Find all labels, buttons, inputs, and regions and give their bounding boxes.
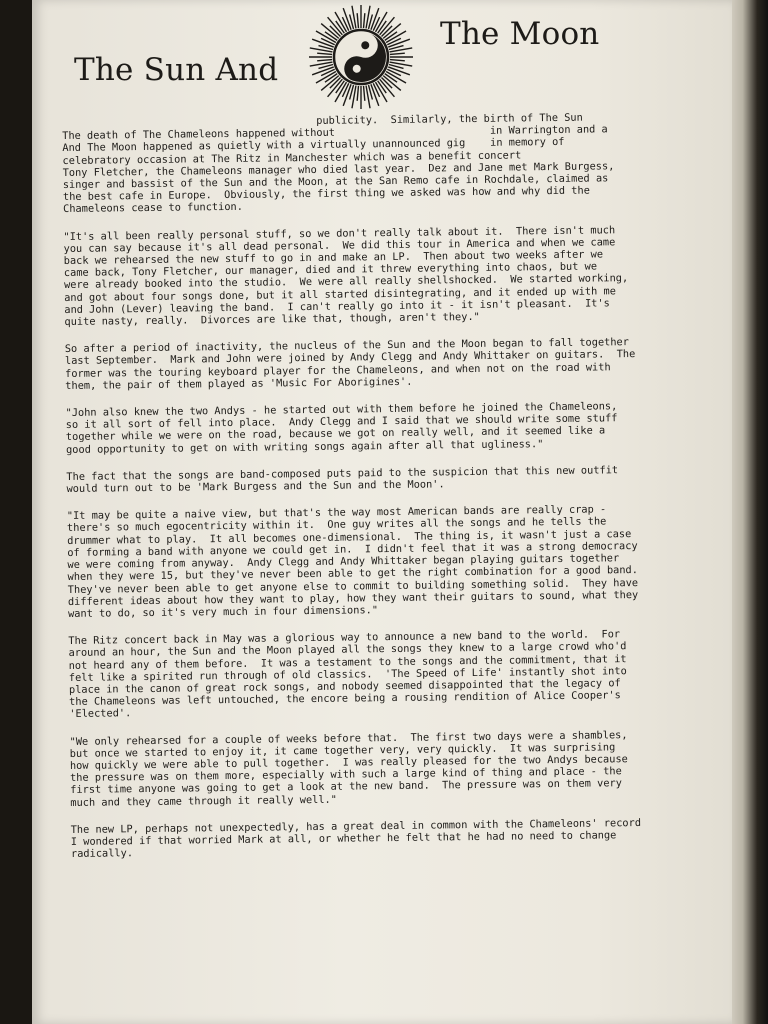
title-right: The Moon xyxy=(440,16,600,52)
paragraph-5: The fact that the songs are band-composed puts paid to the suspicion that this new outfit would turn out to be 'Mark Burgess and the Sun and the Moon'. xyxy=(66,464,619,496)
yin-yang-sunburst-icon xyxy=(306,2,416,112)
paragraph-7: The Ritz concert back in May was a glorious way to announce a new band to the world. For around an hour, the Sun and the Moon played all the songs they knew to a large crowd who'd not heard any of them before. It was a testament to the songs and the commitment, that it felt like a spirited run through of old classics. 'The Speed of Life' instantly shot into place in the canon of great rock songs, and nobody seemed disappointed that the legacy of the Chameleons was left untouched, the encore being a rousing rendition of Alice Cooper's 'Elected'. xyxy=(68,628,627,721)
paragraph-9: The new LP, perhaps not unexpectedly, has a great deal in common with the Chameleons' record I wondered if that worried Mark at all, or whether he felt that he had no need to change radically. xyxy=(70,816,642,861)
page-binding-edge xyxy=(732,0,768,1024)
title-left: The Sun And xyxy=(74,52,279,88)
paragraph-6: "It may be quite a naive view, but that's the way most American bands are really crap - there's so much egocentricity within it. One guy writes all the songs and he tells the drummer what to play. It all becomes one-dimensional. The thing is, it wasn't just a case of forming a band with anyone we could get in. I didn't feel that it was a strong democracy we were coming from anyway. Andy Clegg and Andy Whittaker began playing guitars together when they were 15, but they've never been able to get the right combination for a good band. They've never been able to get anyone else to commit to building something solid. They have different ideas about how they want to play, how they want their guitars to sound, what they want to do, so it's very much in four dimensions." xyxy=(66,503,639,620)
paragraph-3: So after a period of inactivity, the nucleus of the Sun and the Moon began to fall together last September. Mark and John were joined by Andy Clegg and Andy Whittaker on guitars. The former was the touring keyboard player for the Chameleons, and when not on the road with them, the pair of them played as 'Music For Aborigines'. xyxy=(64,336,636,392)
paragraph-8: "We only rehearsed for a couple of weeks before that. The first two days were a shambles, but once we started to enjoy it, it came together very, very quickly. It was surprising how quickly we were able to pull together. I was really pleased for the two Andys because the pressure was on them more, especially with such a large kind of thing and place - the first time anyone was going to get a look at the new band. The pressure was on them very much and they came through it really well." xyxy=(69,728,628,809)
paragraph-1: publicity. Similarly, the birth of The Sun The death of The Chameleons happened without in Warrington and a And The Moon happened as quietly with a virtually unannounced gig in memory of celebratory occasion at The Ritz in Manchester which was a benefit concert Tony Fletcher, the Chameleons manager who died last year. Dez and Jane met Mark Burgess, singer and bassist of the Sun and the Moon, at the San Remo cafe in Rochdale, claimed as the best cafe in Europe. Obviously, the first thing we asked was how and why did the Chameleons cease to function. xyxy=(62,111,615,216)
article-body xyxy=(62,110,733,875)
paragraph-2: "It's all been really personal stuff, so we don't really talk about it. There isn't much you can say because it's all dead personal. We did this tour in America and when we came back we rehearsed the new stuff to go in and make an LP. Then about two weeks after we came back, Tony Fletcher, our manager, died and it threw everything into chaos, but we were already booked into the studio. We were all really shellshocked. We started working, and got about four songs done, but it all started disintegrating, and it ended up with me and John (Lever) leaving the band. I can't really go into it - it isn't pleasant. It's quite nasty, really. Divorces are like that, though, aren't they." xyxy=(63,223,629,329)
paragraph-4: "John also knew the two Andys - he started out with them before he joined the Chameleons, so it all sort of fell into place. Andy Clegg and I said that we should write some stuff together while we were on the road, because we got on really well, and it seemed like a good opportunity to get on with writing songs again after all that ugliness." xyxy=(65,400,618,456)
